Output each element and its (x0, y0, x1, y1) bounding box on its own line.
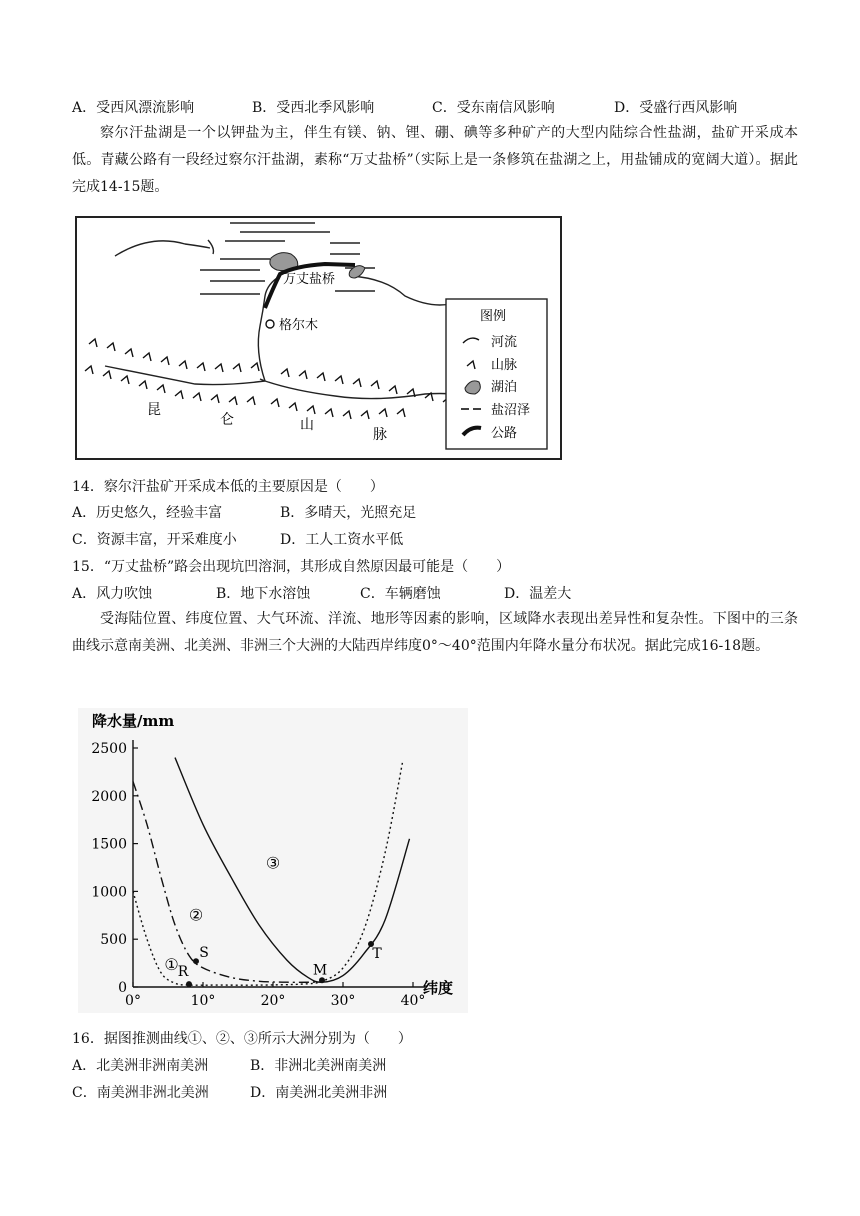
q14-option-d: D．工人工资水平低 (280, 532, 404, 548)
y-tick-label: 0 (118, 980, 127, 996)
q14-option-a: A．历史悠久，经验丰富 (72, 505, 223, 521)
passage-14-15: 察尔汗盐湖是一个以钾盐为主，伴生有镁、钠、锂、硼、碘等多种矿产的大型内陆综合性盐湖，盐矿开采成本低。青藏公路有一段经过察尔汗盐湖，素称“万丈盐桥”（实际上是一条修筑在盐湖之上，用盐铺成的宽阔大道）。据此完成14-15题。 (72, 125, 798, 195)
salt-lake-map (75, 216, 562, 460)
point-S (193, 958, 199, 964)
precipitation-chart (78, 708, 468, 1013)
x-tick-label: 20° (260, 993, 286, 1009)
mountain-char-3: 山 (300, 417, 314, 433)
point-label-S: S (199, 945, 209, 962)
y-tick-label: 1000 (91, 884, 127, 901)
series-label-2: ② (188, 905, 204, 925)
legend-lake: 湖泊 (491, 380, 518, 395)
point-R (186, 981, 192, 987)
mountain-char-2: 仑 (220, 412, 234, 428)
q16-stem: 16．据图推测曲线①、②、③所示大洲分别为（ ） (72, 1031, 412, 1047)
q14-stem: 14．察尔汗盐矿开采成本低的主要原因是（ ） (72, 479, 384, 495)
q14-option-c: C．资源丰富，开采难度小 (72, 532, 237, 548)
y-tick-label: 1500 (91, 836, 127, 853)
legend-mountain: 山脉 (491, 358, 518, 373)
chart-xlabel: 纬度 (423, 979, 454, 997)
point-label-T: T (372, 945, 382, 962)
bridge-label: 万丈盐桥 (283, 272, 336, 287)
q14-option-b: B．多晴天，光照充足 (280, 505, 417, 521)
q16-option-d: D．南美洲北美洲非洲 (250, 1085, 388, 1101)
q16-option-a: A．北美洲非洲南美洲 (72, 1058, 209, 1074)
legend-river: 河流 (491, 335, 518, 350)
mountain-char-1: 昆 (147, 402, 161, 418)
mountain-char-4: 脉 (373, 427, 387, 443)
q15-stem: 15．“万丈盐桥”路会出现坑凹溶洞，其形成自然原因最可能是（ ） (72, 559, 511, 575)
x-tick-label: 30° (330, 993, 356, 1009)
point-label-R: R (177, 964, 189, 981)
passage-16-18: 受海陆位置、纬度位置、大气环流、洋流、地形等因素的影响，区域降水表现出差异性和复杂性。下图中的三条曲线示意南美洲、北美洲、非洲三个大洲的大陆西岸纬度0°～40°范围内年降水量分布状况。据此完成16-18题。 (72, 611, 798, 654)
legend-highway: 公路 (491, 426, 518, 441)
q16-option-b: B．非洲北美洲南美洲 (250, 1058, 387, 1074)
y-tick-label: 2000 (91, 788, 127, 805)
q13-option-a: A．受西风漂流影响 (72, 100, 195, 116)
q13-option-b: B．受西北季风影响 (252, 100, 375, 116)
q13-option-c: C．受东南信风影响 (432, 100, 555, 116)
q15-option-d: D．温差大 (504, 586, 572, 602)
point-label-M: M (312, 962, 328, 979)
x-tick-label: 40° (400, 993, 426, 1009)
y-tick-label: 500 (100, 932, 127, 949)
x-tick-label: 10° (190, 993, 216, 1009)
legend-marsh: 盐沼泽 (491, 403, 531, 418)
city-dot (266, 320, 274, 328)
x-tick-label: 0° (125, 993, 141, 1009)
q15-option-a: A．风力吹蚀 (72, 586, 153, 602)
chart-ylabel: 降水量/mm (92, 712, 175, 730)
city-label: 格尔木 (279, 318, 319, 333)
legend-title: 图例 (480, 309, 507, 324)
q13-option-d: D．受盛行西风影响 (614, 100, 738, 116)
series-label-3: ③ (265, 853, 281, 873)
series-label-1: ① (164, 955, 179, 975)
y-tick-label: 2500 (91, 741, 127, 757)
q16-option-c: C．南美洲非洲北美洲 (72, 1085, 209, 1101)
q15-option-b: B．地下水溶蚀 (216, 586, 311, 602)
q15-option-c: C．车辆磨蚀 (360, 586, 441, 602)
map-legend (446, 299, 547, 449)
